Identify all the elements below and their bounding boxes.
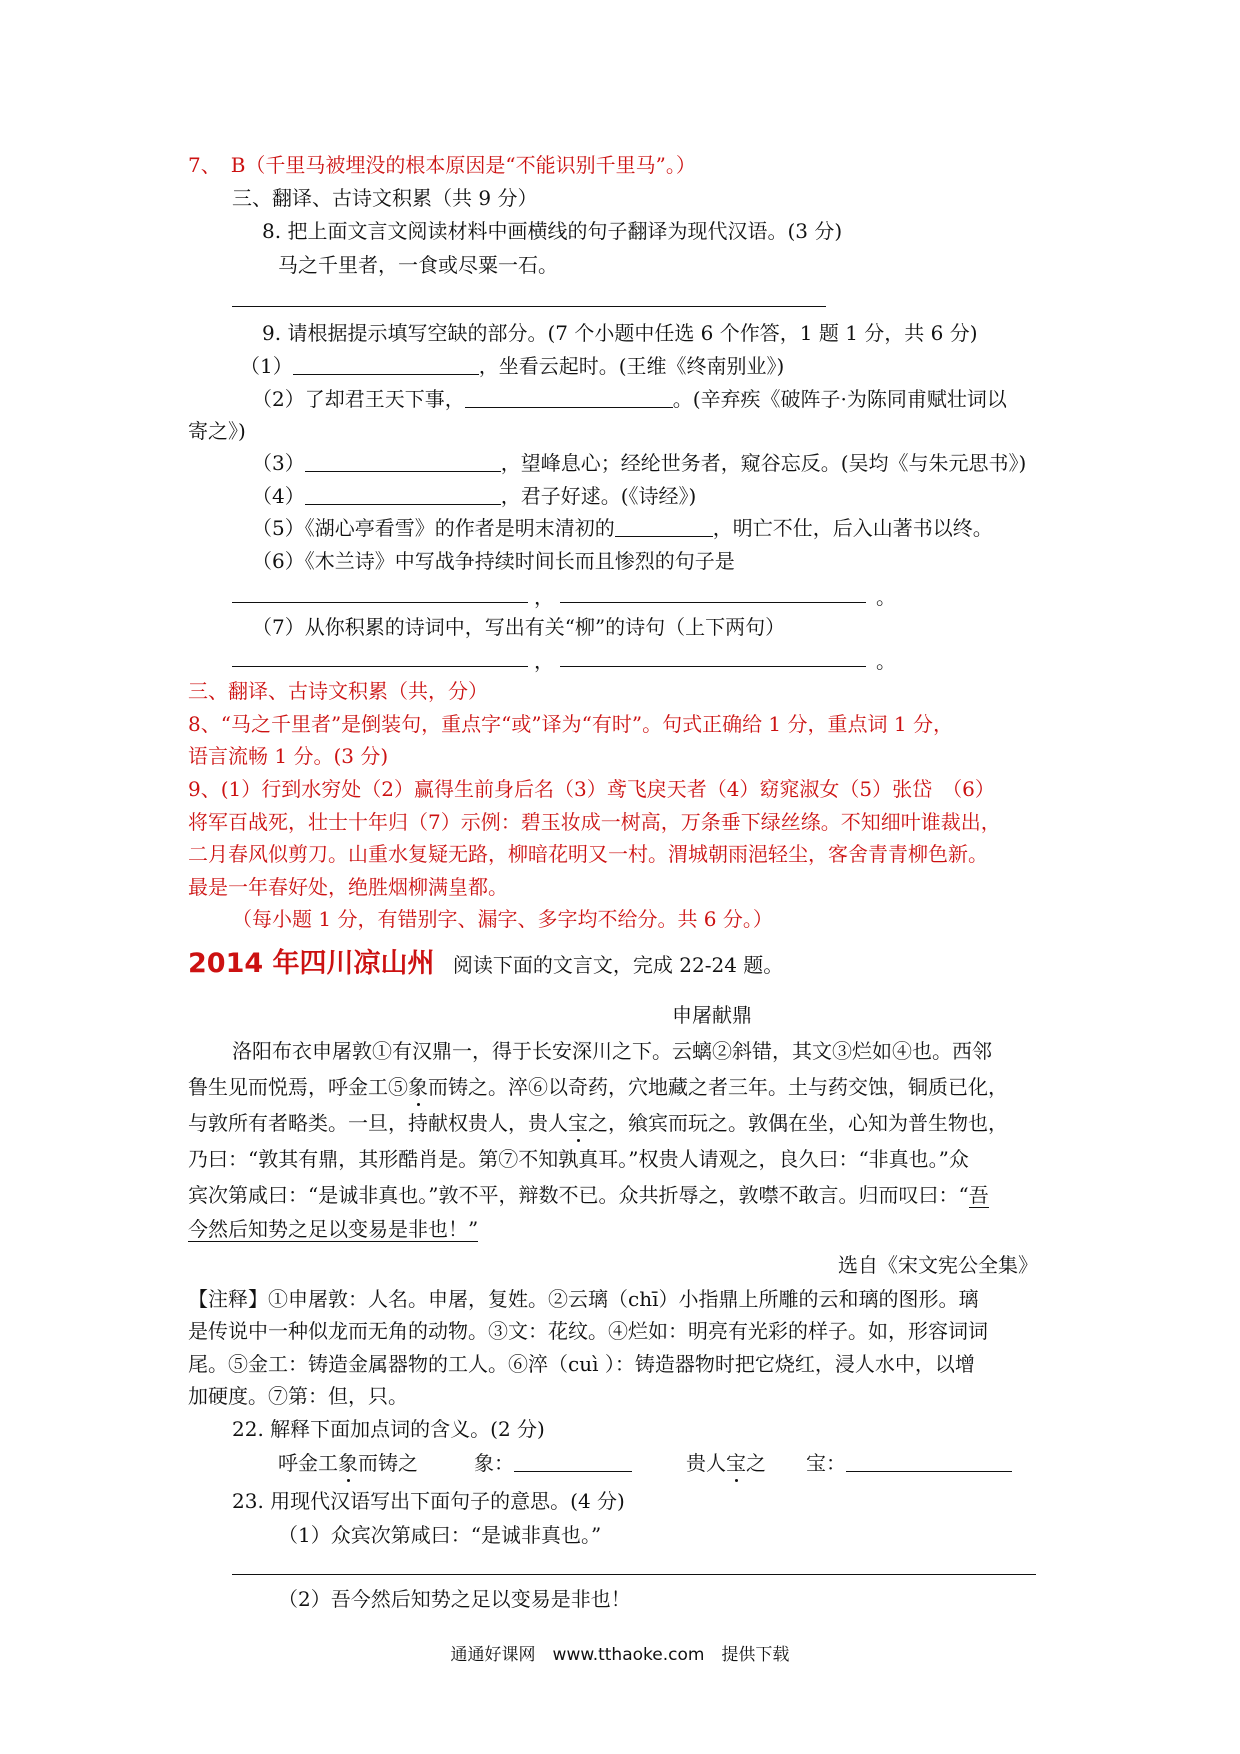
q9-2-text-after: 。(辛弃疾《破阵子·为陈同甫赋壮词以 bbox=[672, 387, 1007, 411]
q22-b-text: 贵人 bbox=[686, 1451, 726, 1475]
section-heading: 2014 年四川凉山州 bbox=[188, 948, 435, 979]
q22-a-label: 象： bbox=[474, 1451, 514, 1475]
question-9-3 bbox=[252, 448, 1026, 478]
notes-line-3: 尾。⑤金工：铸造金属器物的工人。⑥淬（cuì ）：铸造器物时把它烧红，浸人水中，以增 bbox=[188, 1352, 975, 1376]
q22-b-text: 之 bbox=[746, 1451, 766, 1475]
dotted-word-xiang: 象 bbox=[408, 1072, 428, 1102]
question-22-label-a bbox=[474, 1448, 632, 1478]
q9-7-comma: ， bbox=[534, 649, 554, 673]
passage-text: 之，飨宾而玩之。敦偶在坐，心知为普生物也， bbox=[588, 1111, 1008, 1135]
question-9-6: （6）《木兰诗》中写战争持续时间长而且惨烈的句子是 bbox=[252, 549, 735, 573]
question-9-1 bbox=[240, 351, 784, 381]
answer-9-line-2: 将军百战死，壮士十年归（7）示例：碧玉妆成一树高，万条垂下绿丝绦。不知细叶谁裁出， bbox=[188, 810, 1001, 834]
answer-9-note: （每小题 1 分，有错别字、漏字、多字均不给分。共 6 分。） bbox=[232, 907, 773, 931]
question-22-item-b bbox=[686, 1448, 766, 1478]
q22-a-blank[interactable] bbox=[514, 1451, 632, 1472]
q9-5-text-before: （5）《湖心亭看雪》的作者是明末清初的 bbox=[252, 516, 615, 540]
section-3-title: 三、翻译、古诗文积累（共 9 分） bbox=[232, 186, 538, 210]
passage-line-4: 乃曰：“敦其有鼎，其形酷肖是。第⑦不知孰真耳。”权贵人请观之，良久曰：“非真也。”众 bbox=[188, 1147, 969, 1171]
q9-4-number: （4） bbox=[252, 484, 305, 508]
page-footer: 通通好课网 www.tthaoke.com 提供下载 bbox=[450, 1645, 790, 1665]
question-22-label-b bbox=[806, 1448, 1012, 1478]
dotted-word-bao: 宝 bbox=[568, 1108, 588, 1138]
section-header bbox=[188, 946, 783, 983]
q22-b-blank[interactable] bbox=[846, 1451, 1012, 1472]
answer-section-3-title: 三、翻译、古诗文积累（共，分） bbox=[188, 679, 488, 703]
q9-7-blank-2[interactable] bbox=[560, 666, 866, 667]
passage-text: 而铸之。淬⑥以奇药，穴地藏之者三年。土与药交蚀，铜质已化， bbox=[428, 1075, 1008, 1099]
passage-line-3 bbox=[188, 1108, 1008, 1138]
question-22-prompt: 22. 解释下面加点词的含义。(2 分) bbox=[232, 1417, 545, 1441]
question-8-prompt: 8. 把上面文言文阅读材料中画横线的句子翻译为现代汉语。(3 分) bbox=[262, 219, 843, 243]
passage-line-6 bbox=[188, 1214, 478, 1244]
q22-a-text: 呼金工 bbox=[278, 1451, 338, 1475]
answer-8-line-1: 8、“马之千里者”是倒装句，重点字“或”译为“有时”。句式正确给 1 分，重点词 1 分， bbox=[188, 712, 953, 736]
q9-1-text: ，坐看云起时。(王维《终南别业》) bbox=[478, 354, 785, 378]
q9-4-text: ，君子好逑。(《诗经》) bbox=[500, 484, 697, 508]
section-intro: 阅读下面的文言文，完成 22-24 题。 bbox=[452, 953, 784, 977]
question-9-7: （7）从你积累的诗词中，写出有关“柳”的诗句（上下两句） bbox=[252, 615, 786, 639]
answer-7: 7、 B（千里马被埋没的根本原因是“不能识别千里马”。） bbox=[188, 153, 696, 177]
q22-b-label: 宝： bbox=[806, 1451, 846, 1475]
passage-text: 鲁生见而悦焉，呼金工⑤ bbox=[188, 1075, 408, 1099]
question-23-2: （2）吾今然后知势之足以变易是非也！ bbox=[278, 1587, 631, 1611]
passage-text: 与敦所有者略类。一旦，持献权贵人，贵人 bbox=[188, 1111, 568, 1135]
q9-6-comma: ， bbox=[534, 585, 554, 609]
passage-text: 宾次第咸曰：“是诚非真也。”敦不平，辩数不已。众共折辱之，敦噤不敢言。归而叹曰：“ bbox=[188, 1183, 969, 1207]
answer-9-line-4: 最是一年春好处，绝胜烟柳满皇都。 bbox=[188, 875, 508, 899]
notes-line-4: 加硬度。⑦第：但，只。 bbox=[188, 1384, 408, 1408]
q9-5-text-after: ，明亡不仕，后入山著书以终。 bbox=[712, 516, 993, 540]
question-9-5 bbox=[252, 513, 993, 543]
notes-line-1: 【注释】①申屠敦：人名。申屠，复姓。②云璃（chī）小指鼎上所雕的云和璃的图形。璃 bbox=[188, 1287, 979, 1311]
q9-7-blank-1[interactable] bbox=[232, 666, 528, 667]
passage-line-2 bbox=[188, 1072, 1008, 1102]
answer-9-line-1: 9、(1）行到水穷处（2）赢得生前身后名（3）鸢飞戾天者（4）窈窕淑女（5）张岱 （6） bbox=[188, 777, 995, 801]
question-9-4 bbox=[252, 481, 696, 511]
q9-6-blank-2[interactable] bbox=[560, 602, 866, 603]
answer-9-line-3: 二月春风似剪刀。山重水复疑无路，柳暗花明又一村。渭城朝雨浥轻尘，客舍青青柳色新。 bbox=[188, 842, 988, 866]
question-9-prompt: 9. 请根据提示填写空缺的部分。(7 个小题中任选 6 个作答，1 题 1 分，共 6 分) bbox=[262, 321, 978, 345]
question-22-item-a bbox=[278, 1448, 418, 1478]
q22-a-dotted-word: 象 bbox=[338, 1448, 358, 1478]
underlined-sentence-start: 吾 bbox=[968, 1183, 989, 1207]
q9-4-blank[interactable] bbox=[305, 484, 501, 505]
question-8-sentence: 马之千里者，一食或尽粟一石。 bbox=[278, 253, 558, 277]
q9-7-period: 。 bbox=[876, 649, 896, 673]
q9-2-blank[interactable] bbox=[465, 387, 673, 408]
answer-line-q8 bbox=[232, 306, 826, 307]
answer-line-q23-1[interactable] bbox=[232, 1574, 1036, 1575]
q9-6-blank-1[interactable] bbox=[232, 602, 528, 603]
q9-1-number: （1） bbox=[240, 354, 293, 378]
q9-3-text: ，望峰息心；经纶世务者，窥谷忘反。(吴均《与朱元思书》) bbox=[500, 451, 1027, 475]
q9-5-blank[interactable] bbox=[615, 516, 713, 537]
q9-2-continuation: 寄之》) bbox=[188, 419, 246, 443]
passage-line-5 bbox=[188, 1180, 989, 1210]
q22-a-text: 而铸之 bbox=[358, 1451, 418, 1475]
answer-8-line-2: 语言流畅 1 分。(3 分) bbox=[188, 744, 389, 768]
passage-title: 申屠献鼎 bbox=[672, 1003, 752, 1027]
q9-1-blank[interactable] bbox=[293, 354, 479, 375]
underlined-sentence: 今然后知势之足以变易是非也！” bbox=[188, 1217, 479, 1241]
source-citation: 选自《宋文宪公全集》 bbox=[838, 1253, 1038, 1277]
q9-3-blank[interactable] bbox=[305, 451, 501, 472]
question-9-2 bbox=[252, 384, 1007, 414]
q9-3-number: （3） bbox=[252, 451, 305, 475]
q22-b-dotted-word: 宝 bbox=[726, 1448, 746, 1478]
passage-line-1: 洛阳布衣申屠敦①有汉鼎一，得于长安深川之下。云螭②斜错，其文③烂如④也。西邻 bbox=[232, 1039, 992, 1063]
q9-6-period: 。 bbox=[876, 585, 896, 609]
question-23-1: （1）众宾次第咸曰：“是诚非真也。” bbox=[278, 1523, 602, 1547]
question-23-prompt: 23. 用现代汉语写出下面句子的意思。(4 分) bbox=[232, 1489, 625, 1513]
q9-2-text-before: （2）了却君王天下事， bbox=[252, 387, 465, 411]
notes-line-2: 是传说中一种似龙而无角的动物。③文：花纹。④烂如：明亮有光彩的样子。如，形容词词 bbox=[188, 1319, 988, 1343]
